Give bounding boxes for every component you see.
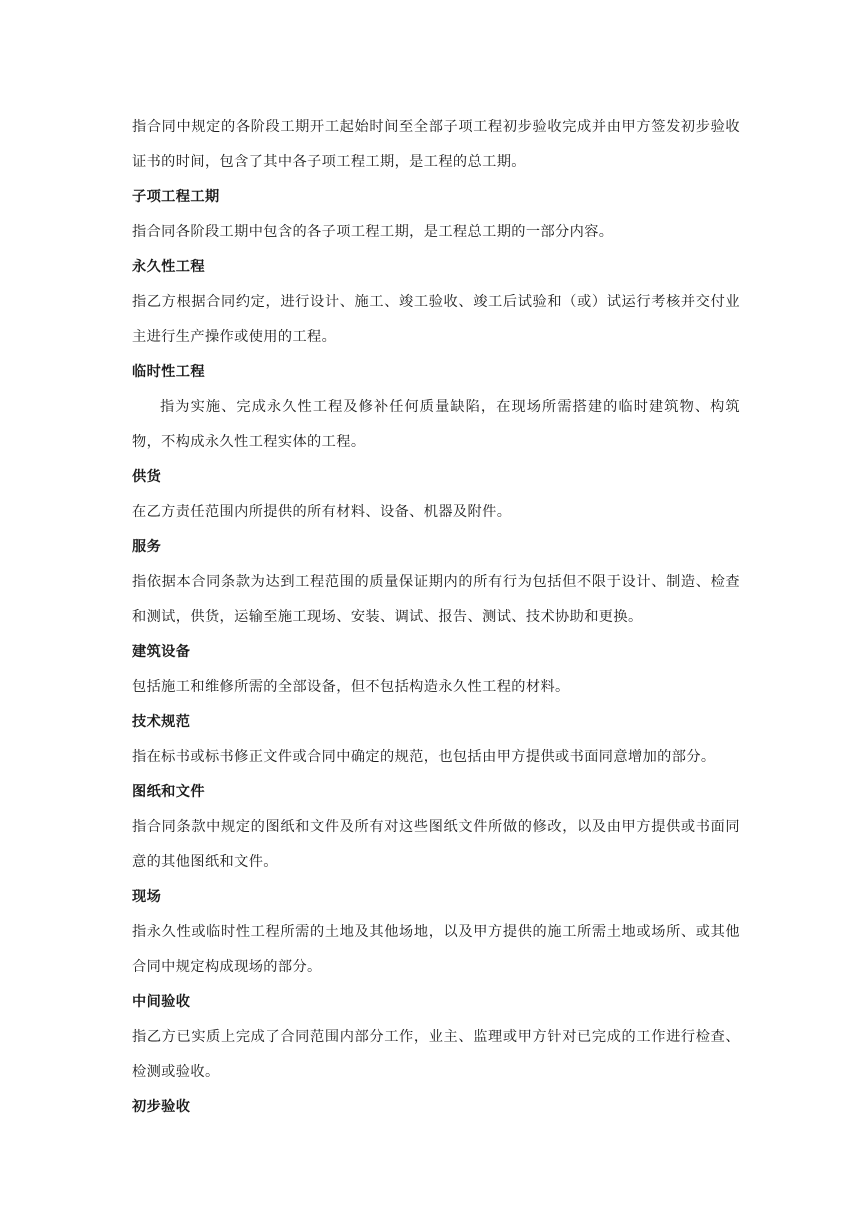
section-heading-technical-specs: 技术规范 bbox=[132, 714, 191, 730]
section-heading-supply: 供货 bbox=[132, 469, 162, 485]
section-heading-services: 服务 bbox=[132, 539, 162, 555]
section-text-permanent-works: 指乙方根据合同约定，进行设计、施工、竣工验收、竣工后试验和（或）试运行考核并交付业主进行生产操作或使用的工程。 bbox=[132, 294, 740, 345]
section-heading-subproject-duration: 子项工程工期 bbox=[132, 189, 220, 205]
section-text-interim-acceptance: 指乙方已实质上完成了合同范围内部分工作，业主、监理或甲方针对已完成的工作进行检查、检测或验收。 bbox=[132, 1029, 740, 1080]
section-heading-site: 现场 bbox=[132, 889, 162, 905]
section-text-technical-specs: 指在标书或标书修正文件或合同中确定的规范，也包括由甲方提供或书面同意增加的部分。 bbox=[132, 749, 716, 765]
section-heading-construction-equipment: 建筑设备 bbox=[132, 644, 191, 660]
intro-paragraph: 指合同中规定的各阶段工期开工起始时间至全部子项工程初步验收完成并由甲方签发初步验收证书的时间，包含了其中各子项工程工期，是工程的总工期。 bbox=[132, 119, 740, 170]
section-heading-permanent-works: 永久性工程 bbox=[132, 259, 205, 275]
section-heading-interim-acceptance: 中间验收 bbox=[132, 994, 191, 1010]
section-text-drawings-documents: 指合同条款中规定的图纸和文件及所有对这些图纸文件所做的修改，以及由甲方提供或书面同意的其他图纸和文件。 bbox=[132, 819, 740, 870]
section-text-site: 指永久性或临时性工程所需的土地及其他场地，以及甲方提供的施工所需土地或场所、或其他合同中规定构成现场的部分。 bbox=[132, 924, 740, 975]
section-heading-temporary-works: 临时性工程 bbox=[132, 364, 205, 380]
section-text-subproject-duration: 指合同各阶段工期中包含的各子项工程工期，是工程总工期的一部分内容。 bbox=[132, 224, 614, 240]
section-text-supply: 在乙方责任范围内所提供的所有材料、设备、机器及附件。 bbox=[132, 504, 512, 520]
section-text-temporary-works: 指为实施、完成永久性工程及修补任何质量缺陷，在现场所需搭建的临时建筑物、构筑物，不构成永久性工程实体的工程。 bbox=[132, 399, 740, 450]
section-text-construction-equipment: 包括施工和维修所需的全部设备，但不包括构造永久性工程的材料。 bbox=[132, 679, 570, 695]
section-text-services: 指依据本合同条款为达到工程范围的质量保证期内的所有行为包括但不限于设计、制造、检查和测试，供货，运输至施工现场、安装、调试、报告、测试、技术协助和更换。 bbox=[132, 574, 740, 625]
document-page bbox=[132, 110, 740, 1125]
section-heading-drawings-documents: 图纸和文件 bbox=[132, 784, 205, 800]
section-heading-preliminary-acceptance: 初步验收 bbox=[132, 1099, 191, 1115]
